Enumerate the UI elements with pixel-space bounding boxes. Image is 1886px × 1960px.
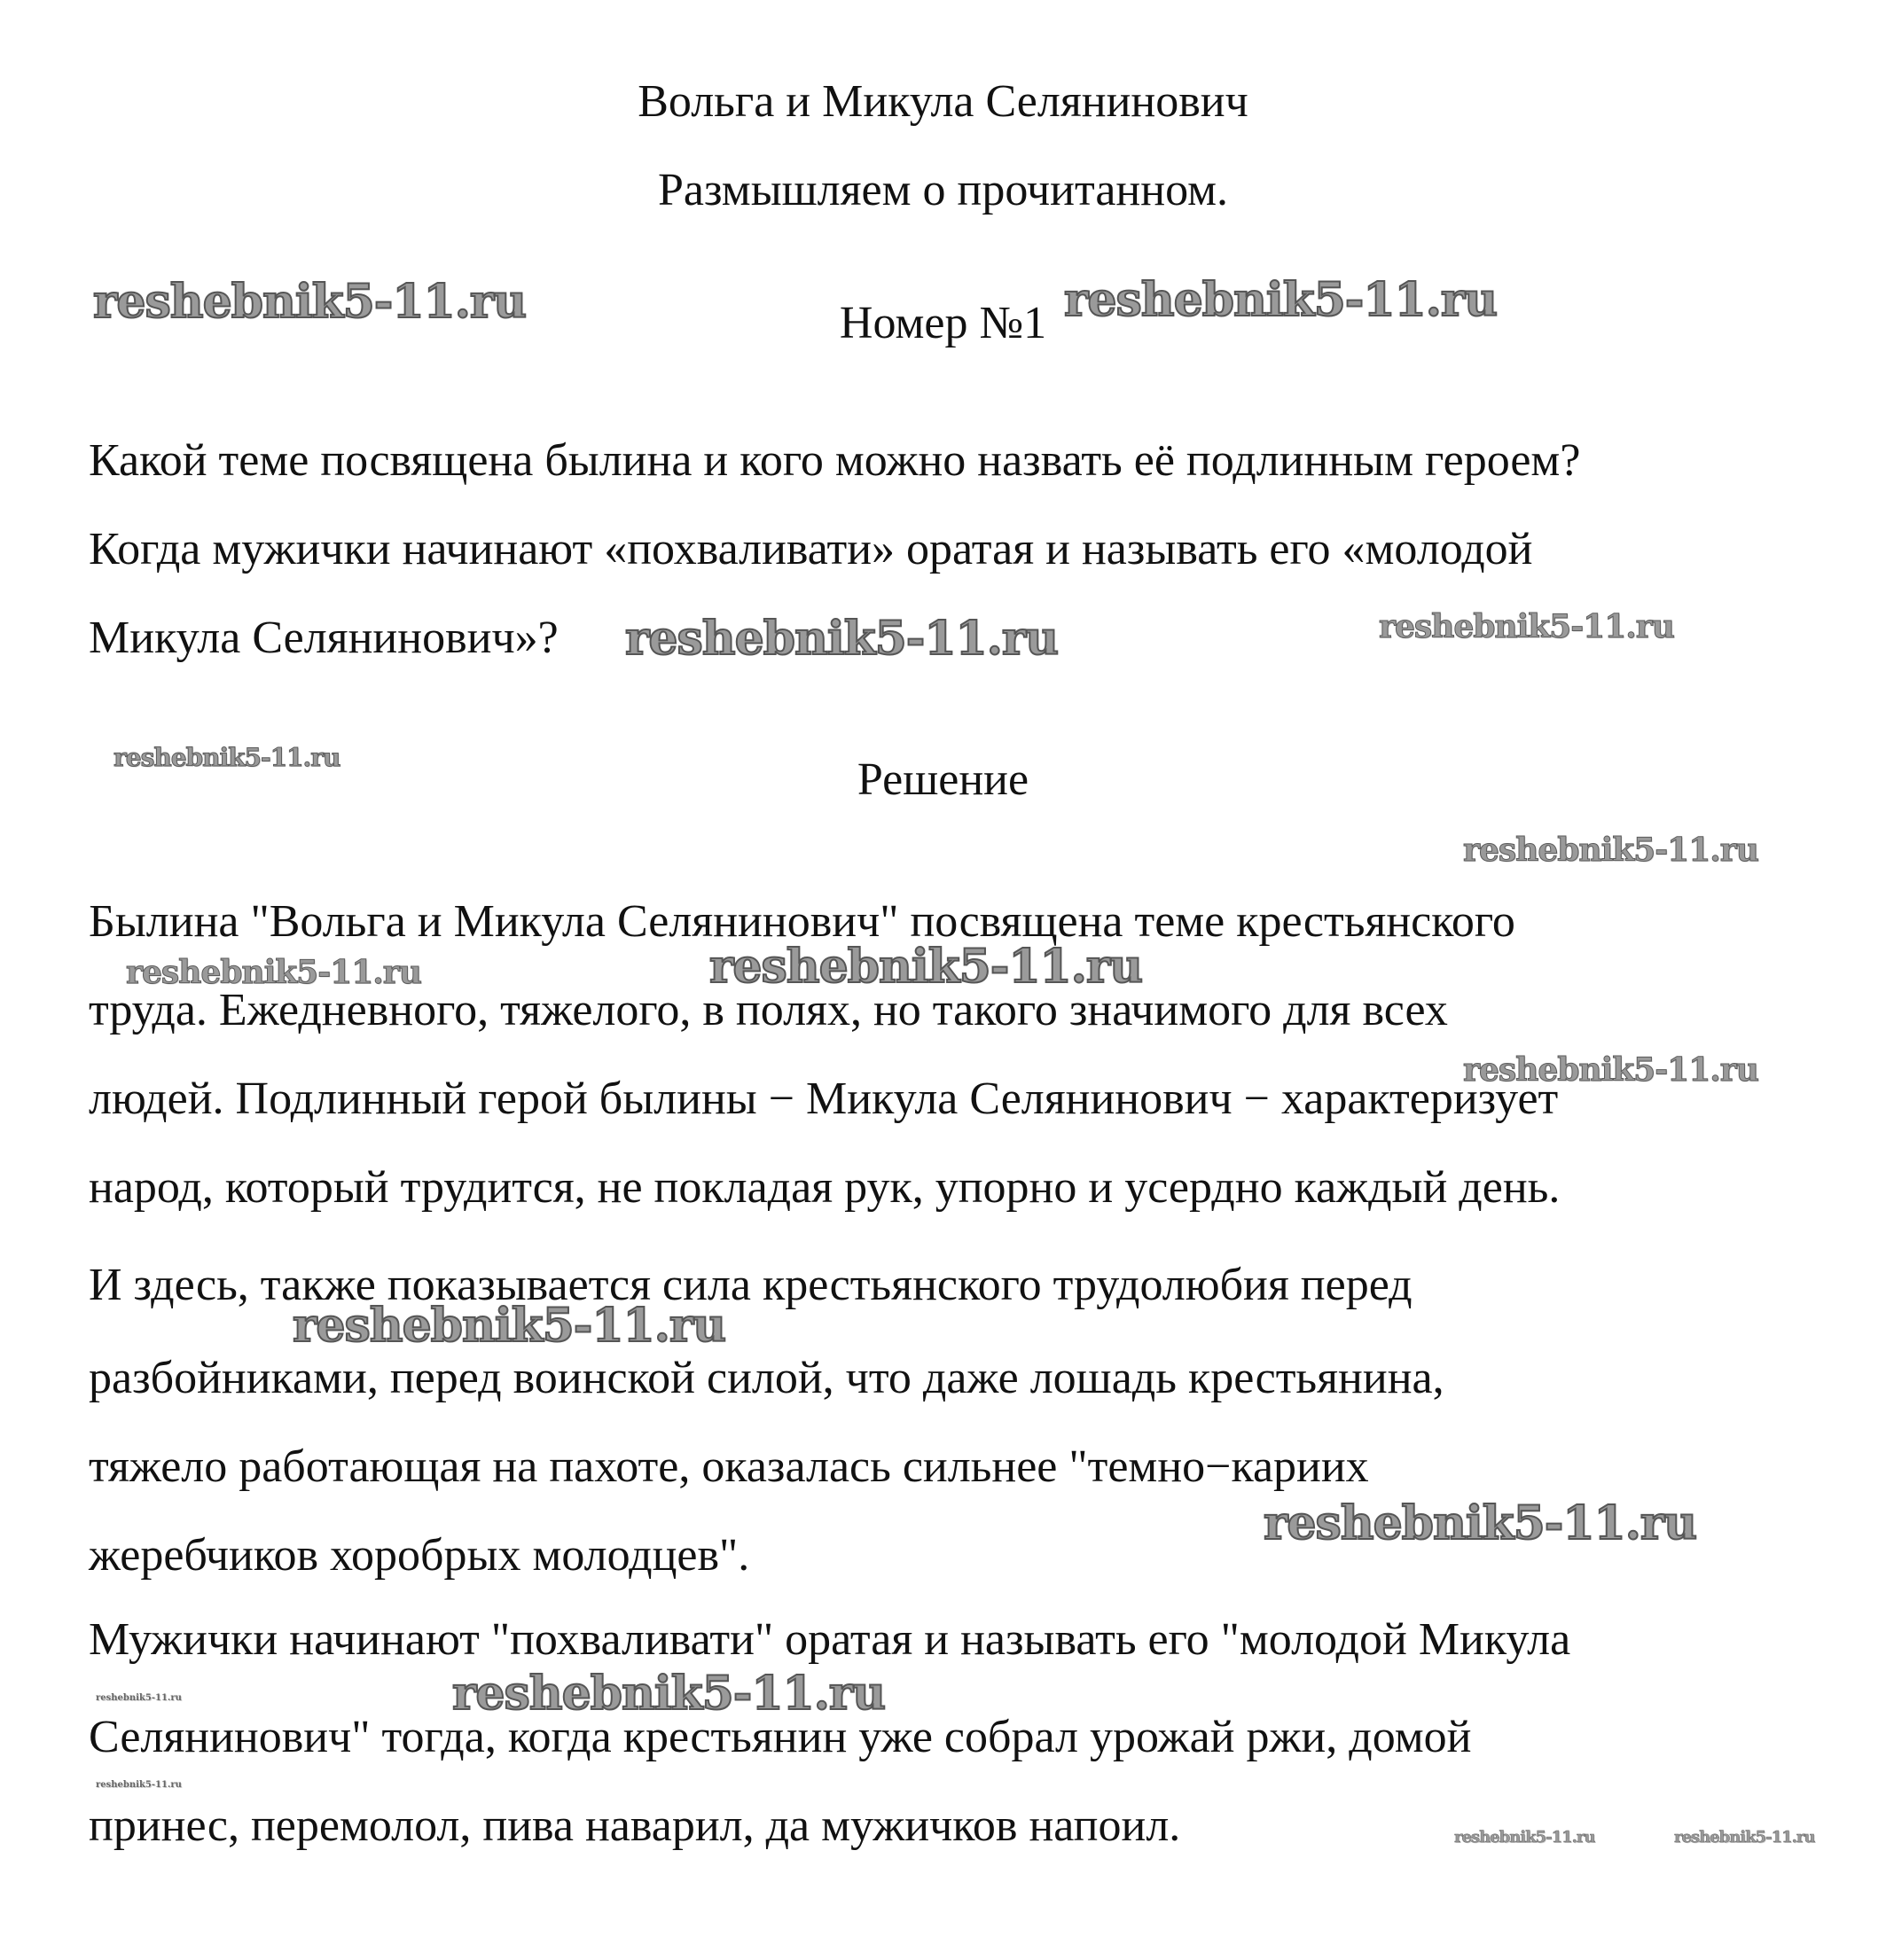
watermark: reshebnik5-11.ru xyxy=(1463,832,1758,869)
watermark: reshebnik5-11.ru xyxy=(1379,608,1674,645)
watermark: reshebnik5-11.ru xyxy=(113,743,340,772)
solution-heading: Решение xyxy=(857,754,1029,805)
watermark: reshebnik5-11.ru xyxy=(452,1667,886,1721)
question-line: Микула Селянинович»? xyxy=(89,613,559,663)
answer-line: И здесь, также показывается сила крестьянского трудолюбия перед xyxy=(89,1260,1413,1310)
answer-line: тяжело работающая на пахоте, оказалась сильнее "темно−кариих xyxy=(89,1441,1369,1492)
answer-line: Былина "Вольга и Микула Селянинович" посвящена теме крестьянского xyxy=(89,896,1515,947)
watermark: reshebnik5-11.ru xyxy=(1463,1051,1758,1089)
answer-line: разбойниками, перед воинской силой, что даже лошадь крестьянина, xyxy=(89,1353,1444,1403)
answer-line: труда. Ежедневного, тяжелого, в полях, но такого значимого для всех xyxy=(89,985,1448,1035)
watermark: reshebnik5-11.ru xyxy=(1454,1828,1595,1847)
answer-line: жеребчиков хоробрых молодцев". xyxy=(89,1530,750,1581)
watermark: reshebnik5-11.ru xyxy=(96,1693,182,1703)
answer-line: Селянинович" тогда, когда крестьянин уже собрал урожай ржи, домой xyxy=(89,1712,1472,1762)
task-number: Номер №1 xyxy=(839,298,1047,348)
watermark: reshebnik5-11.ru xyxy=(126,954,421,991)
document-subtitle: Размышляем о прочитанном. xyxy=(657,165,1229,215)
question-line: Какой теме посвящена былина и кого можно назвать её подлинным героем? xyxy=(89,435,1581,486)
answer-line: принес, перемолол, пива наварил, да мужичков напоил. xyxy=(89,1800,1181,1851)
watermark: reshebnik5-11.ru xyxy=(1264,1496,1697,1550)
watermark: reshebnik5-11.ru xyxy=(1064,273,1498,327)
answer-line: Мужички начинают "похваливати" оратая и называть его "молодой Микула xyxy=(89,1614,1571,1665)
watermark: reshebnik5-11.ru xyxy=(709,940,1143,994)
watermark: reshebnik5-11.ru xyxy=(293,1299,726,1353)
watermark: reshebnik5-11.ru xyxy=(625,612,1059,666)
answer-line: людей. Подлинный герой былины − Микула Селянинович − характеризует xyxy=(89,1074,1559,1124)
document-title: Вольга и Микула Селянинович xyxy=(638,76,1248,127)
watermark: reshebnik5-11.ru xyxy=(1674,1828,1815,1847)
watermark: reshebnik5-11.ru xyxy=(93,275,527,329)
answer-line: народ, который трудится, не покладая рук, упорно и усердно каждый день. xyxy=(89,1162,1561,1213)
watermark: reshebnik5-11.ru xyxy=(96,1780,182,1790)
question-line: Когда мужички начинают «похваливати» оратая и называть его «молодой xyxy=(89,524,1533,574)
